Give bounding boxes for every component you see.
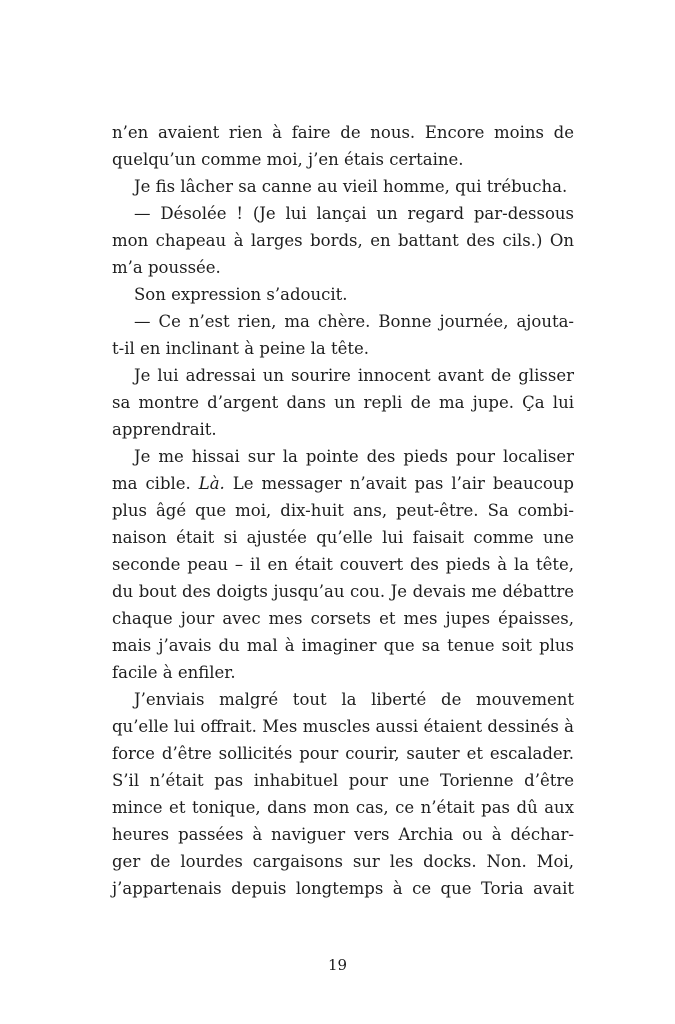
text-line-16: naison était si ajustée qu’elle lui faisait comme une — [112, 528, 574, 547]
text-line-15: plus âgé que moi, dix-huit ans, peut-être. Sa combi- — [112, 501, 574, 520]
text-line-25: S’il n’était pas inhabituel pour une Torienne d’être — [112, 771, 574, 790]
text-line-28: ger de lourdes cargaisons sur les docks. Non. Moi, — [112, 852, 574, 871]
text-line-27: heures passées à naviguer vers Archia ou à déchar- — [112, 825, 574, 844]
text-line-26: mince et tonique, dans mon cas, ce n’était pas dû aux — [112, 798, 574, 817]
text-line-9: t-il en inclinant à peine la tête. — [112, 339, 370, 358]
page-number: 19 — [327, 956, 348, 974]
text-line-19: chaque jour avec mes corsets et mes jupes épaisses, — [112, 609, 574, 628]
text-line-29: j’appartenais depuis longtemps à ce que Toria avait — [112, 879, 574, 898]
text-line-8: — Ce n’est rien, ma chère. Bonne journée, ajouta- — [134, 312, 574, 331]
text-line-7: Son expression s’adoucit. — [134, 285, 348, 304]
text-line-20: mais j’avais du mal à imaginer que sa tenue soit plus — [112, 636, 574, 655]
body-text — [112, 119, 574, 902]
text-line-14: ma cible. Là. Le messager n’avait pas l’air beaucoup — [112, 474, 574, 493]
text-line-5: mon chapeau à larges bords, en battant des cils.) On — [112, 231, 574, 250]
text-line-23: qu’elle lui offrait. Mes muscles aussi étaient dessinés à — [112, 717, 574, 736]
text-line-17: seconde peau – il en était couvert des pieds à la tête, — [112, 555, 574, 574]
text-line-3: Je fis lâcher sa canne au vieil homme, qui trébucha. — [134, 177, 568, 196]
text-line-18: du bout des doigts jusqu’au cou. Je devais me débattre — [112, 582, 574, 601]
text-line-21: facile à enfiler. — [112, 663, 236, 682]
text-line-10: Je lui adressai un sourire innocent avant de glisser — [134, 366, 574, 385]
text-line-6: m’a poussée. — [112, 258, 221, 277]
text-line-11: sa montre d’argent dans un repli de ma jupe. Ça lui — [112, 393, 574, 412]
text-line-24: force d’être sollicités pour courir, sauter et escalader. — [112, 744, 574, 763]
text-line-2: quelqu’un comme moi, j’en étais certaine. — [112, 150, 464, 169]
emphasis-word: Là. — [198, 474, 225, 493]
text-line-22: J’enviais malgré tout la liberté de mouvement — [134, 690, 574, 709]
text-line-1: n’en avaient rien à faire de nous. Encore moins de — [112, 123, 574, 142]
text-line-12: apprendrait. — [112, 420, 217, 439]
text-line-13: Je me hissai sur la pointe des pieds pour localiser — [134, 447, 574, 466]
text-line-4: — Désolée ! (Je lui lançai un regard par-dessous — [134, 204, 574, 223]
